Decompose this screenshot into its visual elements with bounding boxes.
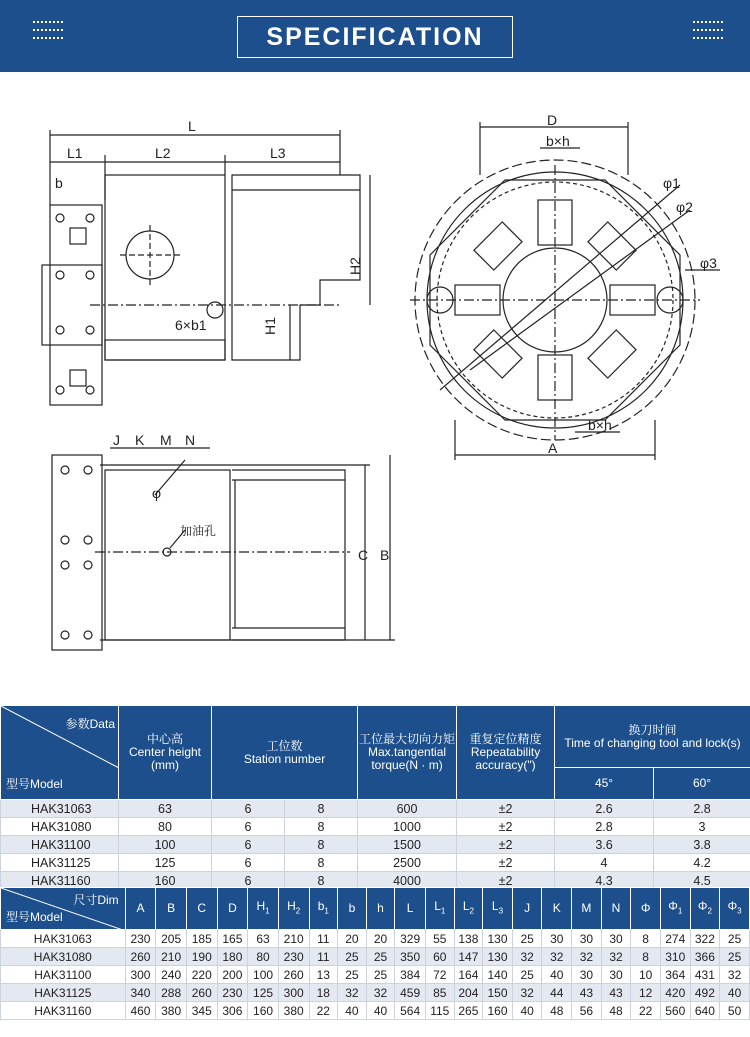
value-cell: 2.8 (555, 818, 654, 836)
value-cell: 205 (156, 930, 187, 948)
value-cell: 160 (483, 1002, 513, 1020)
decorative-dots-right (693, 21, 723, 51)
value-cell: 260 (186, 984, 217, 1002)
value-cell: 306 (217, 1002, 248, 1020)
label-B: B (380, 547, 390, 563)
value-cell: ±2 (457, 818, 555, 836)
value-cell: 1000 (358, 818, 457, 836)
value-cell: 100 (248, 966, 279, 984)
value-cell: 329 (395, 930, 426, 948)
value-cell: 260 (278, 966, 309, 984)
value-cell: 25 (338, 966, 367, 984)
label-bxh-top: b×h (546, 133, 570, 149)
value-cell: 32 (720, 966, 750, 984)
value-cell: 32 (601, 948, 631, 966)
value-cell: 18 (309, 984, 338, 1002)
value-cell: 260 (125, 948, 156, 966)
value-cell: 8 (631, 930, 661, 948)
value-cell: 80 (119, 818, 212, 836)
value-cell: 72 (425, 966, 454, 984)
side-view-labels (55, 118, 363, 335)
table-row (1, 1002, 750, 1020)
value-cell: 230 (278, 948, 309, 966)
value-cell: 384 (395, 966, 426, 984)
table-row (1, 854, 750, 872)
value-cell: 32 (366, 984, 395, 1002)
value-cell: 340 (125, 984, 156, 1002)
value-cell: 165 (217, 930, 248, 948)
value-cell: 11 (309, 948, 338, 966)
value-cell: 48 (601, 1002, 631, 1020)
model-cell: HAK31125 (1, 854, 119, 872)
table2-corner-bottom: 型号Model (6, 910, 63, 924)
table-row (1, 800, 750, 818)
header-banner (0, 0, 750, 72)
value-cell: 10 (631, 966, 661, 984)
table-row (1, 948, 750, 966)
value-cell: 138 (454, 930, 483, 948)
decorative-dots-left (33, 21, 63, 51)
value-cell: 25 (720, 930, 750, 948)
value-cell: 100 (119, 836, 212, 854)
value-cell: 8 (285, 872, 358, 890)
value-cell: 300 (125, 966, 156, 984)
value-cell: 32 (512, 948, 542, 966)
value-cell: 8 (285, 836, 358, 854)
label-A: A (548, 440, 558, 456)
value-cell: 230 (217, 984, 248, 1002)
value-cell: 40 (338, 1002, 367, 1020)
value-cell: 6 (212, 854, 285, 872)
value-cell: 40 (720, 984, 750, 1002)
dim-header-cell: $L_3$ (483, 888, 513, 930)
table2-corner-top: 尺寸Dim (73, 893, 119, 907)
value-cell: 8 (285, 818, 358, 836)
value-cell: 30 (601, 930, 631, 948)
label-L1: L1 (67, 145, 83, 161)
value-cell: 3 (654, 818, 750, 836)
value-cell: 20 (338, 930, 367, 948)
label-N: N (185, 432, 196, 448)
label-phi3: φ3 (700, 255, 717, 271)
dim-header-cell: B (156, 888, 187, 930)
model-cell: HAK31125 (1, 984, 126, 1002)
value-cell: 322 (690, 930, 720, 948)
label-L: L (188, 118, 196, 134)
header-45deg: 45° (555, 768, 654, 800)
table-row (1, 836, 750, 854)
value-cell: 300 (278, 984, 309, 1002)
value-cell: 125 (119, 854, 212, 872)
title-box (237, 16, 513, 58)
dim-header-cell: L (395, 888, 426, 930)
value-cell: ±2 (457, 872, 555, 890)
value-cell: 640 (690, 1002, 720, 1020)
value-cell: 420 (660, 984, 690, 1002)
value-cell: 204 (454, 984, 483, 1002)
value-cell: 180 (217, 948, 248, 966)
dim-header-cell: $H_1$ (248, 888, 279, 930)
value-cell: ±2 (457, 800, 555, 818)
model-cell: HAK31080 (1, 948, 126, 966)
value-cell: 210 (156, 948, 187, 966)
value-cell: 2.6 (555, 800, 654, 818)
value-cell: 220 (186, 966, 217, 984)
table-row (1, 966, 750, 984)
dim-header-cell: $L_2$ (454, 888, 483, 930)
value-cell: 200 (217, 966, 248, 984)
value-cell: 160 (119, 872, 212, 890)
value-cell: 8 (631, 948, 661, 966)
value-cell: 4.2 (654, 854, 750, 872)
label-oil-hole: 加油孔 (180, 524, 217, 538)
dim-header-cell: $H_2$ (278, 888, 309, 930)
dimension-table (0, 887, 750, 1020)
dim-header-cell: A (125, 888, 156, 930)
label-D: D (547, 112, 558, 128)
value-cell: 32 (512, 984, 542, 1002)
value-cell: 274 (660, 930, 690, 948)
dim-header-cell: M (572, 888, 602, 930)
value-cell: 30 (572, 966, 602, 984)
value-cell: 147 (454, 948, 483, 966)
value-cell: 32 (572, 948, 602, 966)
header-max-torque: 工位最大切向力矩 Max.tangential torque(N · m) (358, 706, 457, 800)
value-cell: 240 (156, 966, 187, 984)
value-cell: 8 (285, 800, 358, 818)
value-cell: 40 (366, 1002, 395, 1020)
front-view-labels (546, 112, 717, 456)
value-cell: 80 (248, 948, 279, 966)
value-cell: 164 (454, 966, 483, 984)
value-cell: 63 (248, 930, 279, 948)
dim-header-cell: b (338, 888, 367, 930)
value-cell: 40 (542, 966, 572, 984)
label-L2: L2 (155, 145, 171, 161)
value-cell: 4.3 (555, 872, 654, 890)
value-cell: 288 (156, 984, 187, 1002)
label-M: M (160, 432, 172, 448)
value-cell: 32 (542, 948, 572, 966)
label-bxh-bottom: b×h (588, 417, 612, 433)
value-cell: 25 (512, 930, 542, 948)
page-title: SPECIFICATION (266, 22, 484, 51)
value-cell: 380 (156, 1002, 187, 1020)
value-cell: 22 (309, 1002, 338, 1020)
model-cell: HAK31063 (1, 800, 119, 818)
value-cell: ±2 (457, 836, 555, 854)
table1-corner-top: 参数Data (65, 717, 115, 731)
value-cell: 2500 (358, 854, 457, 872)
header-station-number: 工位数 Station number (212, 706, 358, 800)
model-cell: HAK31100 (1, 836, 119, 854)
value-cell: 30 (542, 930, 572, 948)
value-cell: 30 (572, 930, 602, 948)
table-row (1, 984, 750, 1002)
top-view-labels (113, 432, 389, 563)
label-phi2: φ2 (676, 199, 693, 215)
value-cell: 492 (690, 984, 720, 1002)
label-phi1: φ1 (663, 175, 680, 191)
value-cell: 22 (631, 1002, 661, 1020)
value-cell: 210 (278, 930, 309, 948)
model-cell: HAK31100 (1, 966, 126, 984)
dim-header-cell: $L_1$ (425, 888, 454, 930)
value-cell: 11 (309, 930, 338, 948)
header-repeatability: 重复定位精度 Repeatability accuracy(") (457, 706, 555, 800)
value-cell: 3.8 (654, 836, 750, 854)
value-cell: 43 (572, 984, 602, 1002)
value-cell: 8 (285, 854, 358, 872)
label-J: J (113, 432, 120, 448)
value-cell: 6 (212, 872, 285, 890)
value-cell: 6 (212, 800, 285, 818)
dim-header-cell: $\Phi_1$ (660, 888, 690, 930)
model-cell: HAK31160 (1, 1002, 126, 1020)
value-cell: 30 (601, 966, 631, 984)
header-60deg: 60° (654, 768, 750, 800)
dim-header-cell: $\Phi_2$ (690, 888, 720, 930)
table2-corner-header (1, 888, 126, 930)
dim-header-cell: h (366, 888, 395, 930)
value-cell: 364 (660, 966, 690, 984)
value-cell: 4.5 (654, 872, 750, 890)
value-cell: 310 (660, 948, 690, 966)
value-cell: 560 (660, 1002, 690, 1020)
table1-corner-bottom: 型号Model (6, 777, 63, 791)
value-cell: 431 (690, 966, 720, 984)
parameter-table (0, 705, 750, 890)
value-cell: 1500 (358, 836, 457, 854)
label-phi: φ (152, 485, 162, 501)
value-cell: 350 (395, 948, 426, 966)
value-cell: 460 (125, 1002, 156, 1020)
value-cell: 6 (212, 818, 285, 836)
front-view-drawing (410, 122, 720, 460)
value-cell: 459 (395, 984, 426, 1002)
value-cell: 13 (309, 966, 338, 984)
dim-header-cell: D (217, 888, 248, 930)
value-cell: 60 (425, 948, 454, 966)
value-cell: 32 (338, 984, 367, 1002)
dim-header-cell: J (512, 888, 542, 930)
label-6xb1: 6×b1 (175, 317, 207, 333)
value-cell: 130 (483, 930, 513, 948)
value-cell: 44 (542, 984, 572, 1002)
label-C: C (358, 547, 369, 563)
value-cell: 130 (483, 948, 513, 966)
model-cell: HAK31160 (1, 872, 119, 890)
value-cell: 380 (278, 1002, 309, 1020)
value-cell: 12 (631, 984, 661, 1002)
value-cell: 43 (601, 984, 631, 1002)
value-cell: 85 (425, 984, 454, 1002)
value-cell: 2.8 (654, 800, 750, 818)
label-H1: H1 (262, 317, 278, 335)
value-cell: 20 (366, 930, 395, 948)
value-cell: 185 (186, 930, 217, 948)
model-cell: HAK31080 (1, 818, 119, 836)
value-cell: 150 (483, 984, 513, 1002)
value-cell: 25 (512, 966, 542, 984)
value-cell: 25 (720, 948, 750, 966)
value-cell: 50 (720, 1002, 750, 1020)
dim-header-cell: $b_1$ (309, 888, 338, 930)
technical-drawings (0, 95, 750, 685)
value-cell: 6 (212, 836, 285, 854)
value-cell: 25 (366, 966, 395, 984)
value-cell: 265 (454, 1002, 483, 1020)
label-L3: L3 (270, 145, 286, 161)
dim-header-cell: N (601, 888, 631, 930)
value-cell: 115 (425, 1002, 454, 1020)
value-cell: 345 (186, 1002, 217, 1020)
top-view-drawing (52, 448, 395, 650)
value-cell: 4 (555, 854, 654, 872)
value-cell: 48 (542, 1002, 572, 1020)
dim-header-cell: Φ (631, 888, 661, 930)
label-H2: H2 (347, 257, 363, 275)
value-cell: 125 (248, 984, 279, 1002)
label-K: K (135, 432, 145, 448)
value-cell: 56 (572, 1002, 602, 1020)
table-row (1, 818, 750, 836)
side-view-drawing (42, 130, 370, 405)
value-cell: 63 (119, 800, 212, 818)
dim-header-cell: $\Phi_3$ (720, 888, 750, 930)
header-center-height: 中心高 Center height (mm) (119, 706, 212, 800)
table1-corner-header (1, 706, 119, 800)
value-cell: 3.6 (555, 836, 654, 854)
value-cell: 600 (358, 800, 457, 818)
value-cell: 25 (366, 948, 395, 966)
value-cell: 190 (186, 948, 217, 966)
header-change-time: 换刀时间 Time of changing tool and lock(s) (555, 706, 750, 768)
value-cell: 55 (425, 930, 454, 948)
value-cell: ±2 (457, 854, 555, 872)
value-cell: 366 (690, 948, 720, 966)
label-b: b (55, 175, 63, 191)
dim-header-cell: C (186, 888, 217, 930)
value-cell: 40 (512, 1002, 542, 1020)
model-cell: HAK31063 (1, 930, 126, 948)
value-cell: 564 (395, 1002, 426, 1020)
value-cell: 230 (125, 930, 156, 948)
table-row (1, 930, 750, 948)
value-cell: 160 (248, 1002, 279, 1020)
dim-header-cell: K (542, 888, 572, 930)
value-cell: 140 (483, 966, 513, 984)
value-cell: 25 (338, 948, 367, 966)
value-cell: 4000 (358, 872, 457, 890)
